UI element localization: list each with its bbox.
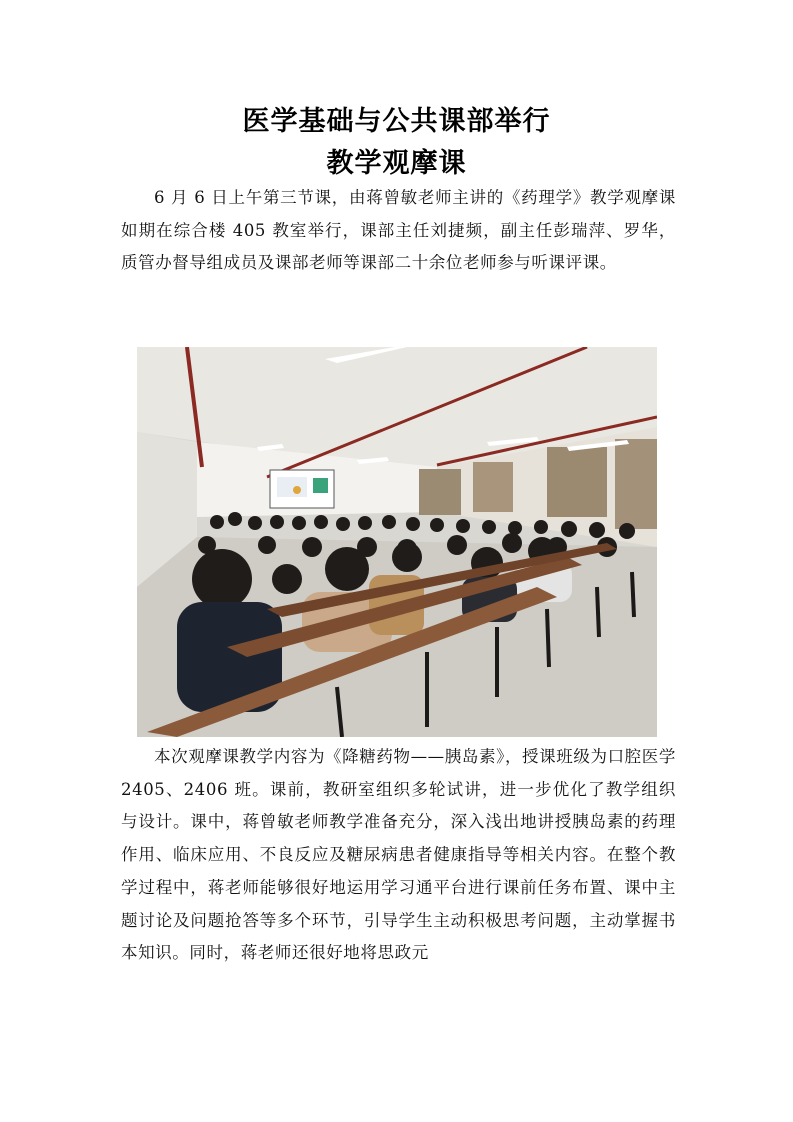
paragraph-content: 本次观摩课教学内容为《降糖药物——胰岛素》，授课班级为口腔医学 2405、2406 班。课前，教研室组织多轮试讲，进一步优化了教学组织与设计。课中，蒋曾敏老师教学准备充分，深入浅出地讲授胰岛素的药理作用、临床应用、不良反应及糖尿病患者健康指导等相关内容。在整个教学过程中，蒋老师能够很好地运用学习通平台进行课前任务布置、课中主题讨论及问题抢答等多个环节，引导学生主动积极思考问题，主动掌握书本知识。同时，蒋老师还很好地将思政元 bbox=[121, 747, 676, 963]
paragraph-intro: 6 月 6 日上午第三节课，由蒋曾敏老师主讲的《药理学》教学观摩课如期在综合楼 405 教室举行，课部主任刘捷频，副主任彭瑞萍、罗华，质管办督导组成员及课部老师等课部二十余位老师参与听课评课。 bbox=[121, 188, 676, 273]
classroom-photo bbox=[137, 347, 657, 737]
page-subtitle: 教学观摩课 bbox=[326, 148, 467, 179]
page-title: 医学基础与公共课部举行 bbox=[242, 106, 551, 137]
